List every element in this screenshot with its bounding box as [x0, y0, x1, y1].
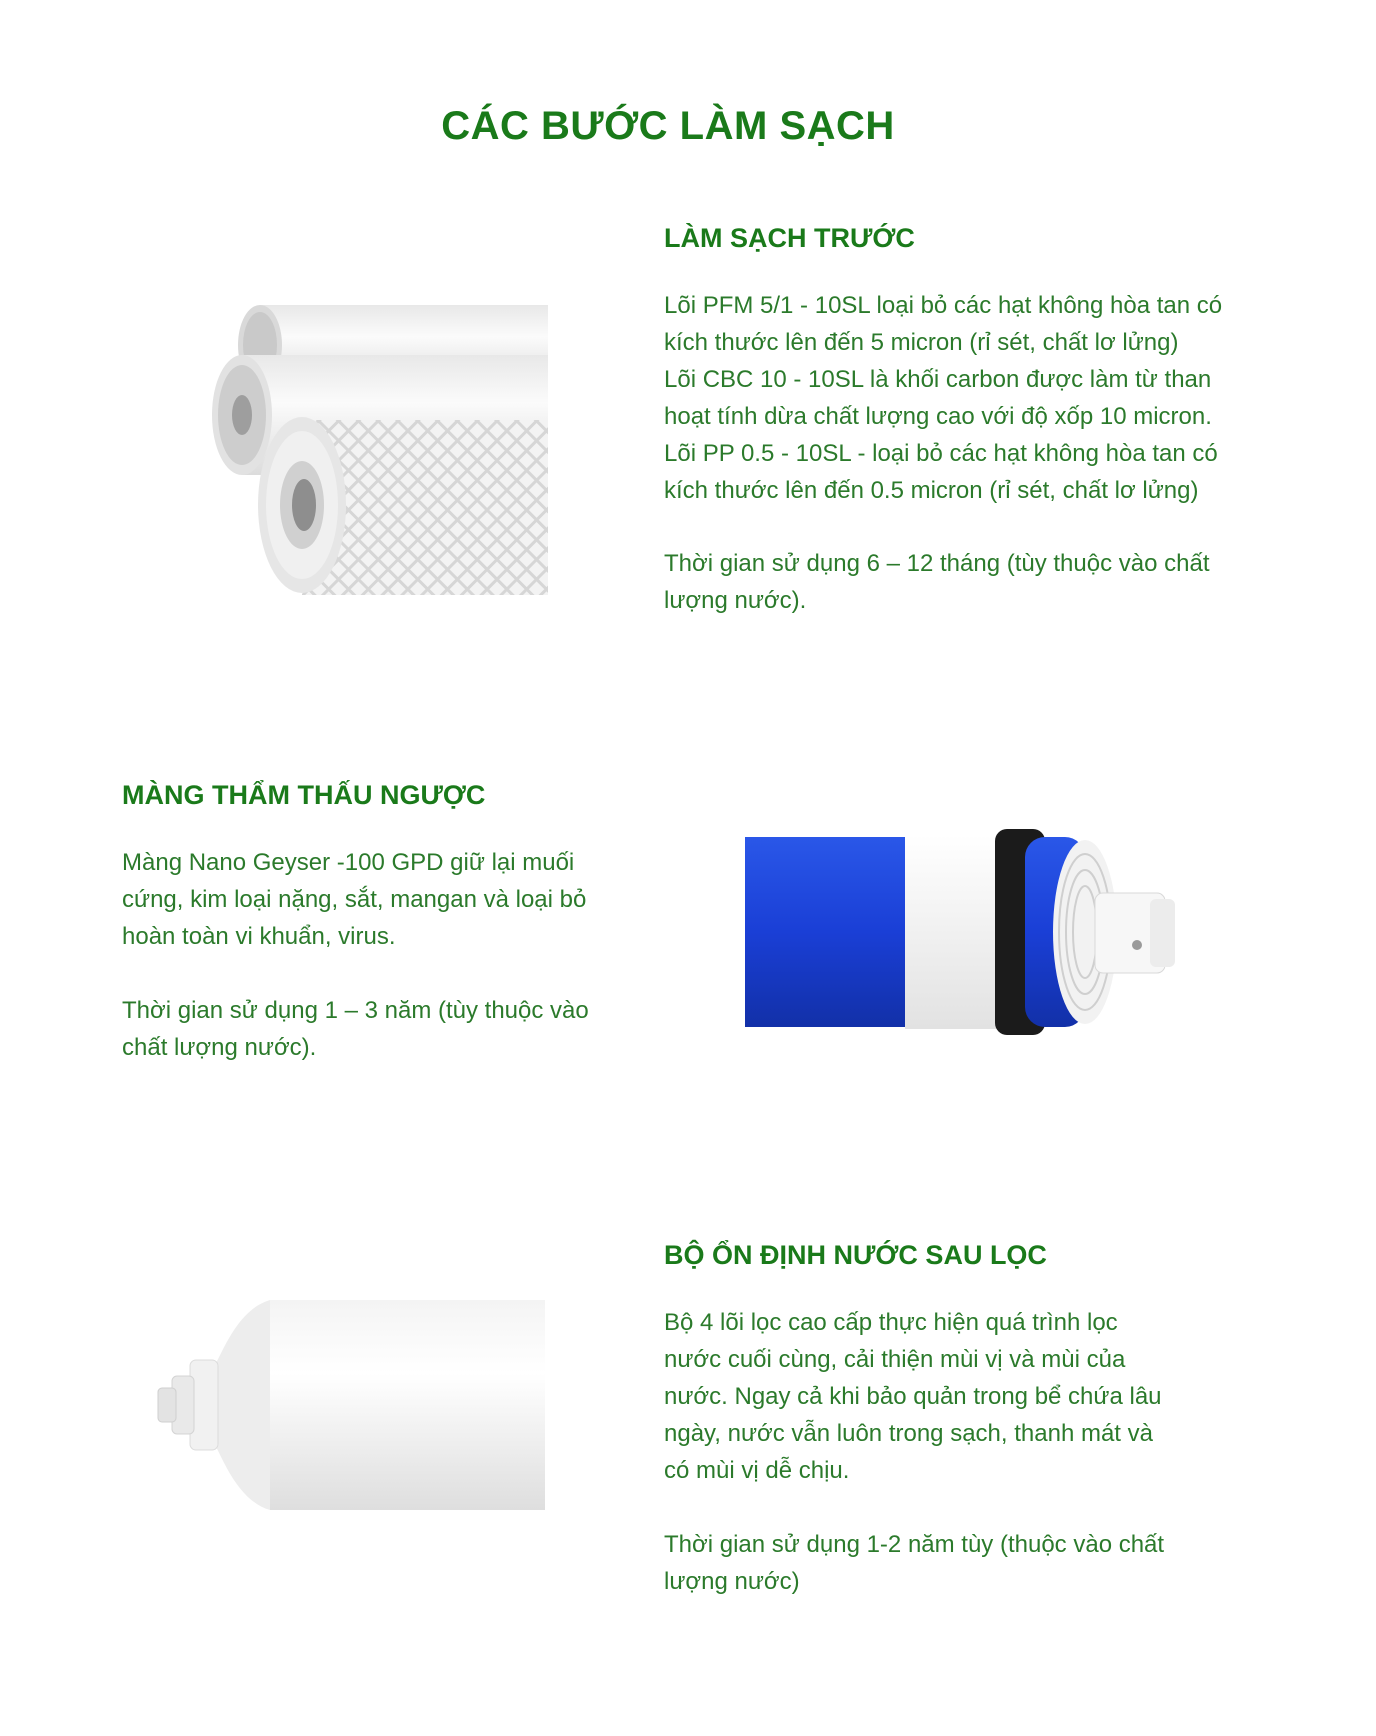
text-line: Thời gian sử dụng 1-2 năm tùy (thuộc vào chất — [664, 1531, 1165, 1558]
text-line: Màng Nano Geyser -100 GPD giữ lại muối — [122, 849, 575, 876]
text-line: nước cuối cùng, cải thiện mùi vị và mùi của — [664, 1346, 1126, 1373]
text-line: ngày, nước vẫn luôn trong sạch, thanh mát và — [664, 1420, 1153, 1447]
section-heading-ro-membrane: MÀNG THẨM THẤU NGƯỢC — [122, 780, 486, 810]
text-line: cứng, kim loại nặng, sắt, mangan và loại bỏ — [122, 886, 587, 913]
usage-text-ro-membrane — [122, 992, 589, 1066]
section-text-ro-membrane — [122, 844, 586, 955]
text-line: Bộ 4 lõi lọc cao cấp thực hiện quá trình lọc — [664, 1309, 1118, 1336]
text-line: kích thước lên đến 0.5 micron (rỉ sét, chất lơ lửng) — [664, 477, 1199, 504]
text-line: Lõi PFM 5/1 - 10SL loại bỏ các hạt không hòa tan có — [664, 292, 1223, 319]
text-line: Lõi PP 0.5 - 10SL - loại bỏ các hạt không hòa tan có — [664, 440, 1218, 467]
section-text-post-filter — [664, 1304, 1162, 1489]
text-line: Lõi CBC 10 - 10SL là khối carbon được làm từ than — [664, 366, 1212, 393]
usage-text-post-filter — [664, 1526, 1164, 1600]
ro-membrane-icon — [745, 825, 1205, 1045]
text-line: lượng nước). — [664, 587, 807, 614]
usage-text-pre-filter — [664, 545, 1209, 619]
text-line: nước. Ngay cả khi bảo quản trong bể chứa lâu — [664, 1383, 1162, 1410]
sediment-filter-cartridges-icon — [200, 300, 550, 600]
text-line: Thời gian sử dụng 1 – 3 năm (tùy thuộc vào — [122, 997, 589, 1024]
text-line: chất lượng nước). — [122, 1034, 317, 1061]
text-line: hoàn toàn vi khuẩn, virus. — [122, 923, 396, 950]
section-heading-post-filter: BỘ ỔN ĐỊNH NƯỚC SAU LỌC — [664, 1240, 1047, 1270]
text-line: hoạt tính dừa chất lượng cao với độ xốp 10 micron. — [664, 403, 1212, 430]
text-line: Thời gian sử dụng 6 – 12 tháng (tùy thuộc vào chất — [664, 550, 1210, 577]
text-line: lượng nước) — [664, 1568, 800, 1595]
text-line: có mùi vị dễ chịu. — [664, 1457, 850, 1484]
section-heading-pre-filter: LÀM SẠCH TRƯỚC — [664, 223, 915, 253]
page-title: CÁC BƯỚC LÀM SẠCH — [441, 104, 895, 148]
text-line: kích thước lên đến 5 micron (rỉ sét, chất lơ lửng) — [664, 329, 1179, 356]
section-text-pre-filter — [664, 287, 1222, 509]
post-carbon-filter-icon — [150, 1290, 550, 1520]
